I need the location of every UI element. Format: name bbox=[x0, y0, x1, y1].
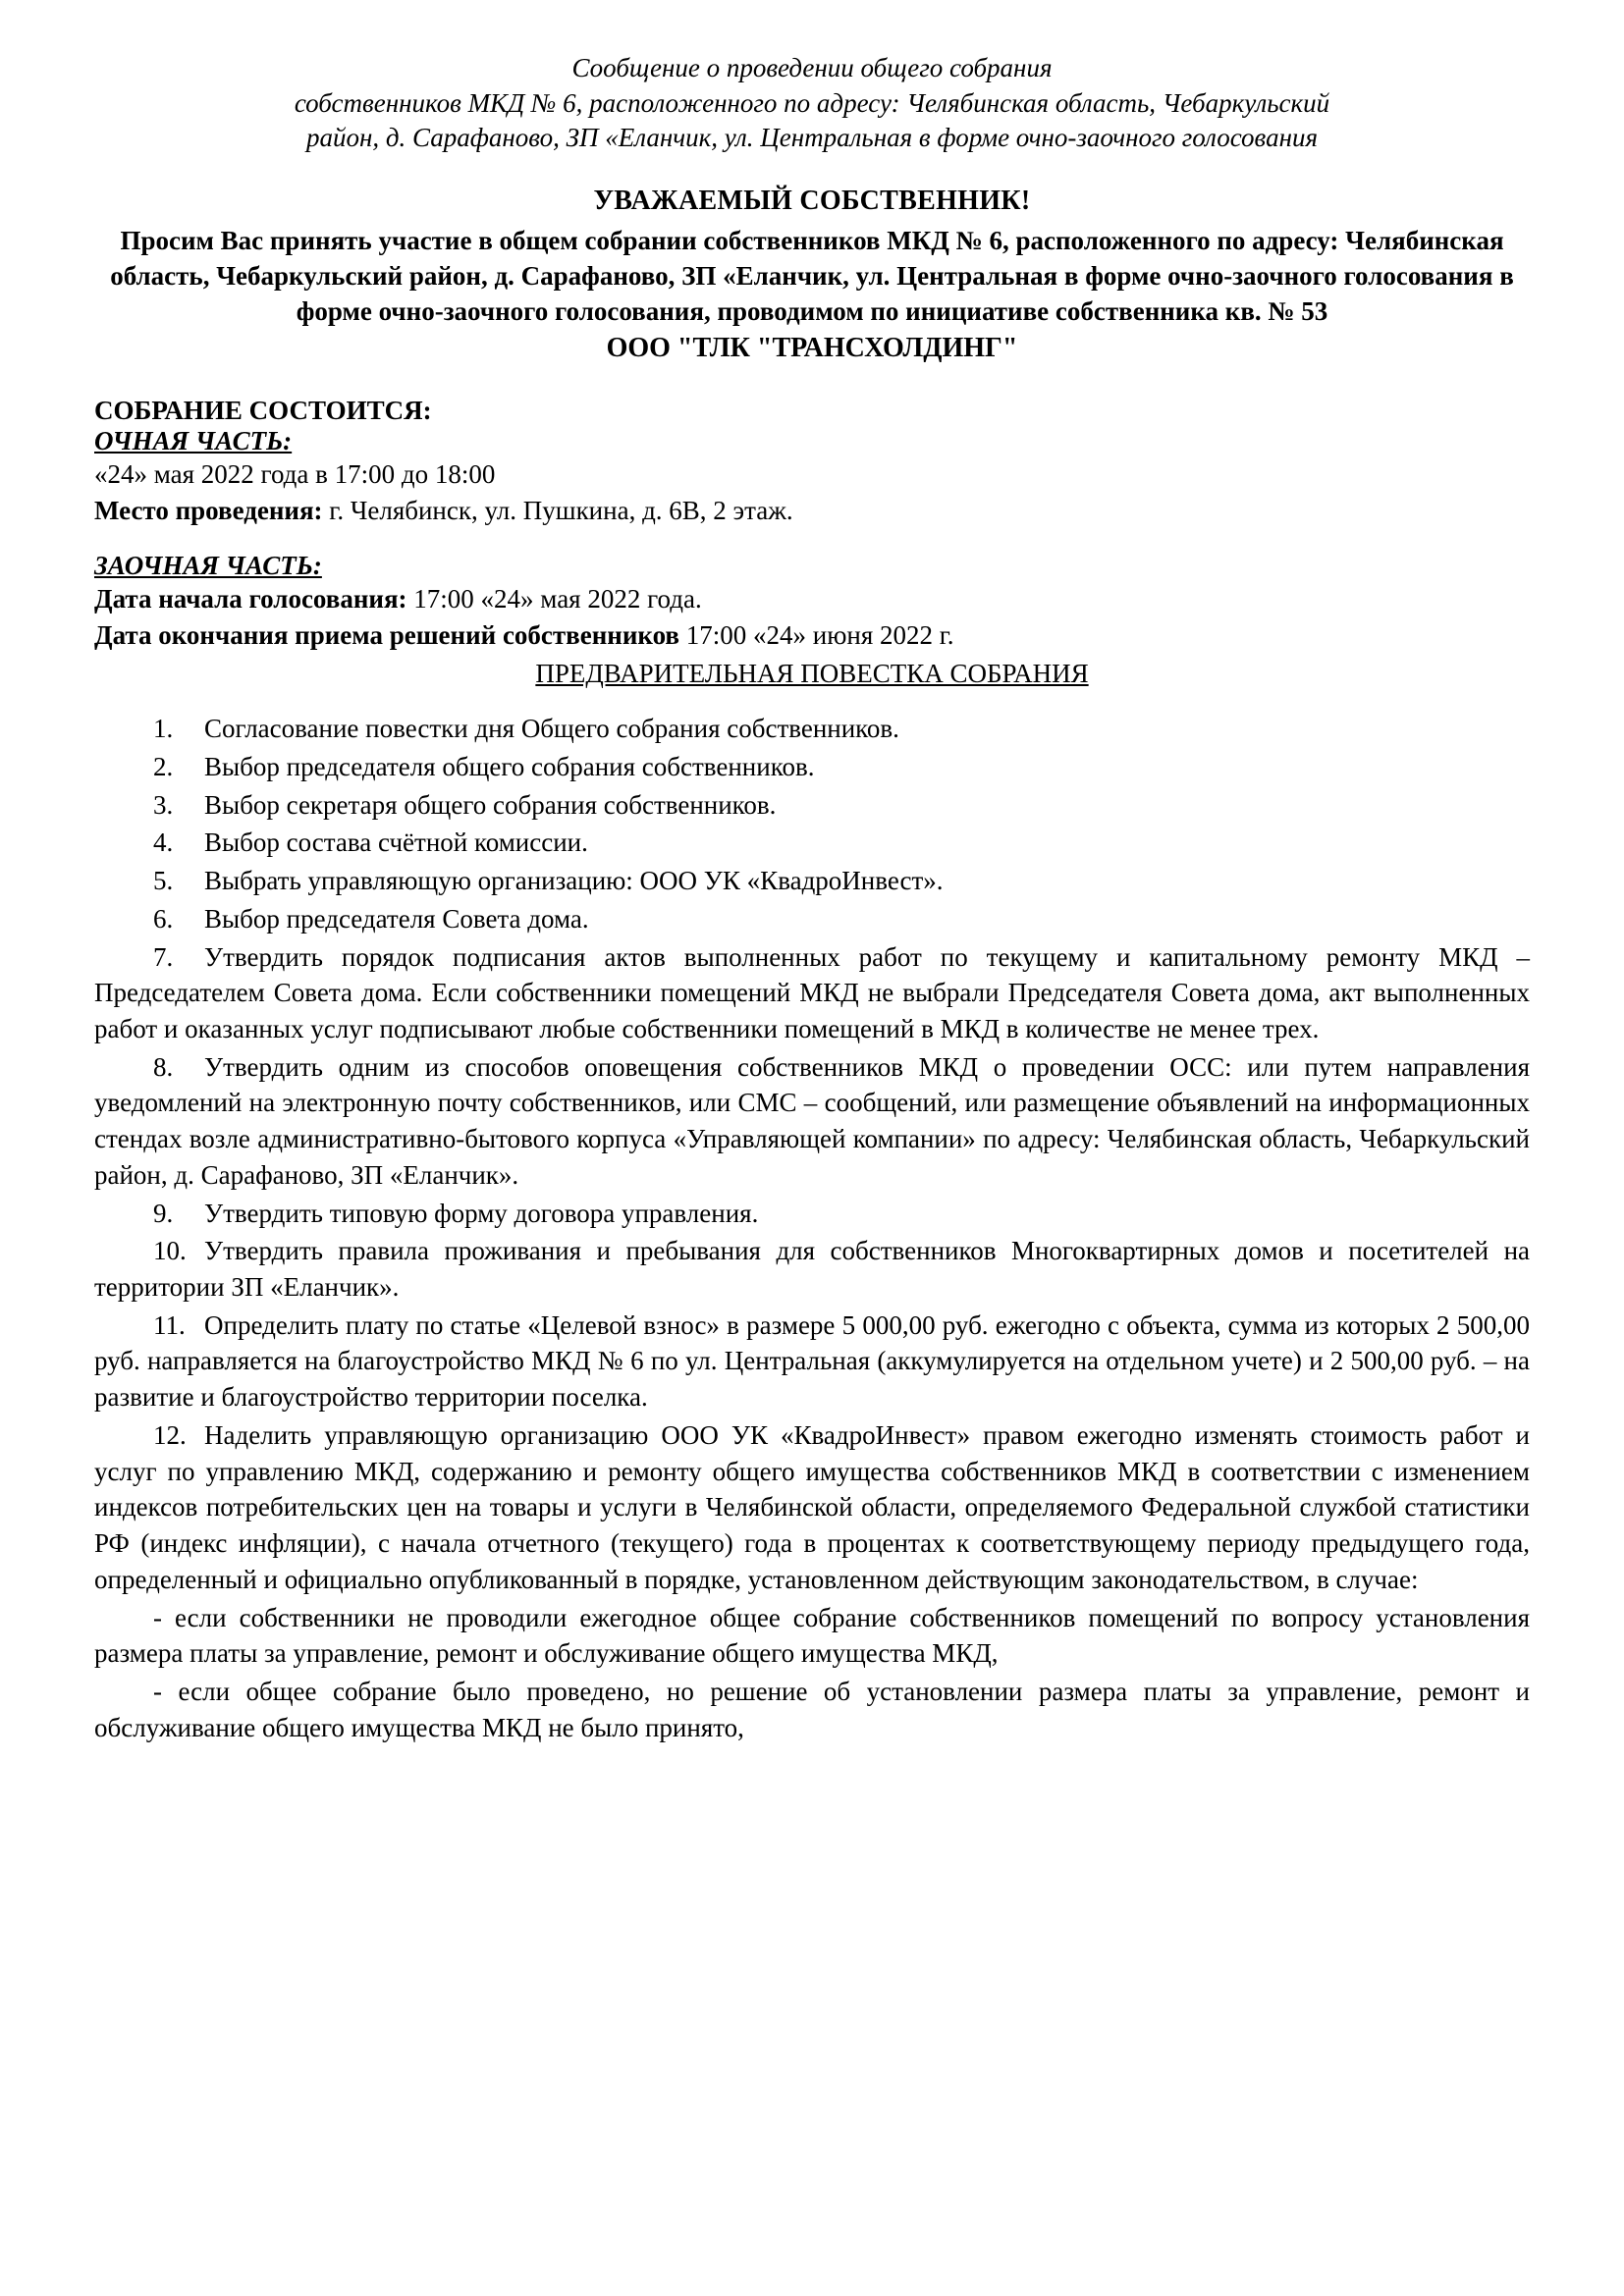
agenda-item-text: Утвердить одним из способов оповещения собственников МКД о проведении ОСС: или путем направления уведомлений на электронную почту собственников, или СМС – сообщений, или размещение объявлений на информационных стендах возле административно-бытового корпуса «Управляющей компании» по адресу: Челябинская область, Чебаркульский район, д. Сарафаново, ЗП «Еланчик». bbox=[94, 1051, 1530, 1190]
document-title bbox=[108, 51, 1516, 156]
agenda-item bbox=[94, 749, 1530, 785]
agenda-item-text: Выбор председателя Совета дома. bbox=[204, 903, 589, 934]
agenda-item-text: Согласование повестки дня Общего собрания собственников. bbox=[204, 714, 899, 744]
agenda-item bbox=[94, 711, 1530, 747]
intro-line-2: расположенного по адресу: Челябинская область, Чебаркульский район, д. bbox=[110, 225, 1504, 292]
agenda-item-number: 7 . bbox=[94, 939, 204, 976]
in-person-place-label: Место проведения: bbox=[94, 496, 323, 526]
agenda-item bbox=[94, 1233, 1530, 1305]
headline: УВАЖАЕМЫЙ СОБСТВЕННИК! bbox=[593, 185, 1031, 216]
agenda-item-number: 3 . bbox=[94, 787, 204, 824]
absentee-end-label: Дата окончания приема решений собственников bbox=[94, 619, 680, 650]
absentee-start-value: 17:00 «24» мая 2022 года. bbox=[406, 583, 702, 614]
agenda-item-text: Утвердить типовую форму договора управления. bbox=[204, 1198, 759, 1228]
agenda-item bbox=[94, 863, 1530, 899]
in-person-place-value: г. Челябинск, ул. Пушкина, д. 6В, 2 этаж. bbox=[322, 496, 793, 526]
agenda-item-text: Определить плату по статье «Целевой взнос» в размере 5 000,00 руб. ежегодно с объекта, сумма из которых 2 500,00 руб. направляется на благоустройство МКД № 6 по ул. Центральная (аккумулируется на отдельном учете) и 2 500,00 руб. – на развитие и благоустройство территории поселка. bbox=[94, 1309, 1530, 1413]
agenda-item-number: 9 . bbox=[94, 1196, 204, 1232]
absentee-start bbox=[94, 581, 1530, 617]
absentee-end-value: 17:00 «24» июня 2022 г. bbox=[679, 619, 954, 650]
closing-paragraph: - если общее собрание было проведено, но решение об установлении размера платы за управление, ремонт и обслуживание общего имущества МКД не было принято, bbox=[94, 1676, 1530, 1742]
agenda-item bbox=[94, 1196, 1530, 1232]
document-title-line-2: собственников МКД № 6, расположенного по адресу: Челябинская область, Чебаркульский bbox=[294, 87, 1330, 118]
document-title-line-3: район, д. Сарафаново, ЗП «Еланчик, ул. Центральная в форме очно-заочного голосования bbox=[305, 123, 1319, 153]
organization-name: ООО "ТЛК "ТРАНСХОЛДИНГ" bbox=[606, 333, 1018, 364]
agenda-item-text: Выбрать управляющую организацию: ООО УК «КвадроИнвест». bbox=[204, 866, 944, 896]
agenda-item-text: Утвердить правила проживания и пребывания для собственников Многоквартирных домов и посетителей на территории ЗП «Еланчик». bbox=[94, 1236, 1530, 1303]
agenda-item-number: 2 . bbox=[94, 749, 204, 785]
absentee-start-label: Дата начала голосования: bbox=[94, 583, 407, 614]
in-person-datetime: «24» мая 2022 года в 17:00 до 18:00 bbox=[94, 459, 496, 490]
agenda-item-text: Наделить управляющую организацию ООО УК «КвадроИнвест» правом ежегодно изменять стоимость работ и услуг по управлению МКД, содержанию и ремонту общего имущества собственников МКД в соответствии с изменением индексов потребительских цен на товары и услуги в Челябинской области, определяемого Федеральной службой статистики РФ (индекс инфляции), с начала отчетного (текущего) года в процентах к соответствующему периоду предыдущего года, определенный и официально опубликованный в порядке, установленном действующим законодательством, в случае: bbox=[94, 1419, 1530, 1594]
closing-paragraph: - если собственники не проводили ежегодное общее собрание собственников помещений по вопросу установления размера платы за управление, ремонт и обслуживание общего имущества МКД, bbox=[94, 1602, 1530, 1669]
document-title-line-1: Сообщение о проведении общего собрания bbox=[571, 53, 1053, 82]
agenda-item bbox=[94, 787, 1530, 824]
agenda-item-number: 6 . bbox=[94, 901, 204, 937]
agenda-item-number: 5 . bbox=[94, 863, 204, 899]
agenda-item-text: Выбор секретаря общего собрания собственников. bbox=[204, 789, 777, 820]
agenda-item-text: Выбор состава счётной комиссии. bbox=[204, 828, 588, 858]
absentee-heading: ЗАОЧНАЯ ЧАСТЬ: bbox=[94, 550, 322, 580]
agenda-item bbox=[94, 939, 1530, 1047]
agenda-item bbox=[94, 901, 1530, 937]
agenda-item-number: 4 . bbox=[94, 825, 204, 861]
intro-line-3: Сарафаново, ЗП «Еланчик, ул. Центральная в форме очно-заочного голосования в bbox=[520, 261, 1514, 292]
in-person-place bbox=[94, 493, 1530, 529]
meeting-heading: СОБРАНИЕ СОСТОИТСЯ: bbox=[94, 396, 432, 426]
agenda-item-number: 1 . bbox=[94, 711, 204, 747]
agenda-item bbox=[94, 1049, 1530, 1194]
intro-line-4: форме очно-заочного голосования, проводимом по инициативе собственника кв. № 53 bbox=[296, 296, 1328, 327]
agenda-item bbox=[94, 1308, 1530, 1415]
agenda-item-number: 10 . bbox=[94, 1233, 204, 1269]
agenda-item-number: 12 . bbox=[94, 1417, 204, 1454]
agenda-heading: ПРЕДВАРИТЕЛЬНАЯ ПОВЕСТКА СОБРАНИЯ bbox=[535, 659, 1089, 689]
intro-paragraph bbox=[102, 223, 1522, 330]
absentee-end bbox=[94, 617, 1530, 654]
agenda-item bbox=[94, 825, 1530, 861]
agenda-item-number: 8 . bbox=[94, 1049, 204, 1086]
agenda-item-text: Выбор председателя общего собрания собственников. bbox=[204, 751, 815, 781]
agenda-list bbox=[94, 711, 1530, 1597]
agenda-item-text: Утвердить порядок подписания актов выполненных работ по текущему и капитальному ремонту МКД – Председателем Совета дома. Если собственники помещений МКД не выбрали Председателя Совета дома, акт выполненных работ и оказанных услуг подписывают любые собственники помещений в МКД в количестве не менее трех. bbox=[94, 941, 1530, 1044]
intro-line-1: Просим Вас принять участие в общем собрании собственников МКД № 6, bbox=[120, 225, 1009, 255]
in-person-heading: ОЧНАЯ ЧАСТЬ: bbox=[94, 426, 293, 456]
agenda-item bbox=[94, 1417, 1530, 1598]
agenda-item-number: 11 . bbox=[94, 1308, 204, 1344]
